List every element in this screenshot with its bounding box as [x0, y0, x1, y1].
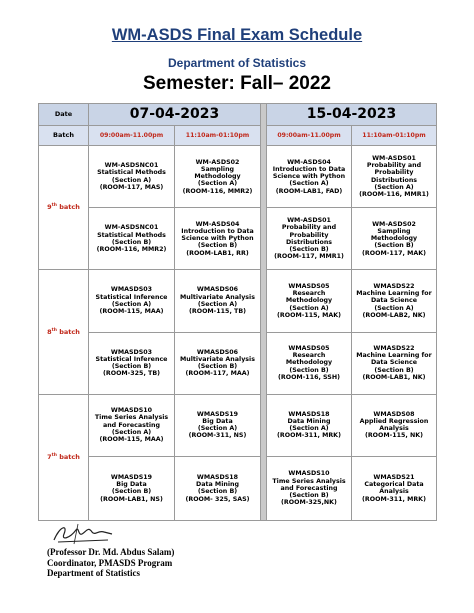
exam-line: (ROOM-LAB1, RR) — [186, 249, 249, 257]
exam-cell — [352, 332, 437, 394]
exam-line: Methodology — [370, 235, 418, 243]
exam-line: Applied Regression — [359, 417, 429, 425]
exam-line: (Section B) — [197, 242, 238, 250]
schedule-body — [39, 104, 437, 521]
exam-line: Probability — [374, 169, 414, 177]
exam-line: Data Mining — [287, 417, 331, 425]
exam-line: Machine Learning for — [356, 290, 432, 298]
exam-cell — [352, 394, 437, 456]
exam-line: (Section A) — [289, 425, 329, 433]
exam-line: Data Mining — [196, 481, 239, 489]
exam-line: (ROOM-311, NS) — [188, 432, 247, 440]
exam-line: and Forecasting — [280, 484, 338, 492]
exam-line: Time Series Analysis — [94, 414, 169, 422]
semester-heading: Semester: Fall– 2022 — [142, 73, 331, 94]
batch-suffix: th — [51, 203, 57, 209]
exam-line: Multivariate Analysis — [180, 293, 255, 301]
exam-line: Probability and — [281, 224, 337, 232]
exam-cell — [352, 208, 437, 270]
exam-line: (Section B) — [289, 492, 329, 500]
exam-line: (ROOM-115, MAA) — [99, 308, 164, 316]
exam-line: WMASDS03 — [110, 348, 153, 356]
batch-suffix: th — [51, 453, 57, 459]
exam-line: WMASDS06 — [196, 348, 239, 356]
exam-line: Time Series Analysis — [272, 477, 346, 485]
exam-line: (ROOM-116, SSH) — [278, 373, 340, 381]
exam-line: Categorical Data — [364, 481, 424, 489]
page-title: WM-ASDS Final Exam Schedule — [111, 26, 363, 44]
exam-line: WMASDS03 — [110, 286, 153, 294]
time-slot: 09:00am-11.00pm — [267, 126, 352, 146]
time-slot: 11:10am-01:10pm — [175, 126, 261, 146]
exam-line: WMASDS22 — [373, 345, 415, 352]
exam-line: (ROOM-115, MAA) — [99, 436, 164, 444]
exam-cell — [89, 394, 175, 456]
exam-line: WMASDS05 — [288, 345, 330, 352]
exam-line: (Section A) — [289, 180, 329, 188]
exam-line: WM-ASDS01 — [287, 217, 331, 225]
exam-line: (ROOM-116, MMR2) — [182, 187, 253, 195]
exam-line: Methodology — [285, 359, 333, 367]
exam-line: Analysis — [379, 425, 409, 433]
exam-cell — [267, 270, 352, 332]
exam-line: WMASDS08 — [373, 410, 415, 418]
exam-line: WM-ASDS02 — [372, 220, 416, 228]
exam-line: (ROOM-LAB2, NK) — [362, 311, 426, 319]
exam-line: (Section A) — [374, 304, 414, 312]
exam-row — [39, 332, 437, 394]
exam-line: (Section B) — [197, 488, 238, 496]
exam-line: Statistical Inference — [95, 355, 168, 363]
date-header: 15-04-2023 — [267, 104, 437, 126]
exam-line: (Section A) — [111, 300, 152, 308]
exam-line: Science with Python — [181, 235, 254, 243]
batch-suffix: th — [51, 327, 57, 333]
exam-cell — [175, 208, 261, 270]
exam-line: WMASDS19 — [110, 473, 153, 481]
exam-line: (ROOM-LAB1, FAD) — [275, 187, 343, 195]
exam-cell — [175, 456, 261, 520]
exam-cell — [267, 208, 352, 270]
exam-line: WMASDS22 — [373, 282, 415, 290]
exam-line: (ROOM-LAB1, NK) — [362, 373, 426, 381]
exam-line: (Section B) — [111, 238, 152, 246]
batch-number: 7 — [47, 453, 52, 462]
exam-cell — [267, 456, 352, 520]
department-heading: Department of Statistics — [167, 56, 307, 70]
exam-line: (ROOM-116, MMR1) — [359, 191, 429, 199]
exam-line: (Section A) — [197, 300, 238, 308]
exam-line: (ROOM-117, MAA) — [185, 370, 250, 378]
signature-icon — [48, 520, 118, 548]
exam-line: WM-ASDS02 — [195, 158, 240, 166]
exam-line: Data Science — [370, 359, 418, 367]
exam-line: (ROOM-311, MRK) — [362, 495, 426, 503]
exam-line: (ROOM-325,NK) — [281, 499, 337, 507]
exam-row — [39, 456, 437, 520]
exam-line: (ROOM- 325, SAS) — [185, 495, 250, 503]
exam-schedule-table — [38, 103, 436, 521]
batch-word: batch — [59, 453, 80, 462]
exam-line: Multivariate Analysis — [180, 355, 255, 363]
exam-line: (ROOM-115, MAK) — [277, 311, 341, 319]
exam-line: WM-ASDS01 — [372, 154, 416, 162]
batch-cell — [39, 270, 89, 394]
exam-line: Science with Python — [272, 173, 346, 181]
exam-cell — [89, 146, 175, 208]
batch-time-row — [39, 126, 437, 146]
exam-line: WM-ASDS04 — [195, 220, 240, 228]
exam-line: Probability — [289, 231, 329, 239]
exam-line: Big Data — [116, 481, 147, 489]
exam-line: (Section A) — [197, 425, 238, 433]
exam-line: WMASDS10 — [110, 407, 153, 415]
exam-line: Distributions — [285, 238, 333, 246]
batch-number: 8 — [47, 327, 52, 336]
exam-line: WMASDS06 — [196, 286, 239, 294]
exam-line: WMASDS21 — [373, 473, 415, 481]
exam-line: Statistical Methods — [97, 169, 166, 177]
exam-line: (ROOM-115, NK) — [364, 432, 424, 440]
date-row — [39, 104, 437, 126]
exam-cell — [175, 270, 261, 332]
exam-cell — [89, 270, 175, 332]
exam-line: WMASDS10 — [288, 470, 330, 478]
exam-line: WMASDS18 — [288, 410, 330, 418]
exam-line: Statistical Inference — [95, 293, 168, 301]
exam-line: Methodology — [285, 297, 333, 305]
time-slot: 09:00am-11.00pm — [89, 126, 175, 146]
exam-line: (ROOM-311, MRK) — [277, 432, 341, 440]
exam-line: (ROOM-117, MAS) — [99, 183, 164, 191]
date-label: Date — [39, 104, 89, 126]
batch-cell — [39, 394, 89, 520]
exam-line: Introduction to Data — [272, 165, 346, 173]
exam-line: (Section A) — [289, 304, 329, 312]
batch-word: batch — [59, 203, 80, 212]
exam-cell — [267, 394, 352, 456]
batch-word: batch — [59, 327, 80, 336]
schedule-grid — [38, 103, 437, 521]
time-slot: 11:10am-01:10pm — [352, 126, 437, 146]
exam-cell — [352, 146, 437, 208]
exam-line: (Section A) — [111, 176, 152, 184]
exam-line: Sampling — [200, 165, 235, 173]
exam-line: (Section B) — [374, 242, 414, 250]
exam-cell — [267, 332, 352, 394]
exam-line: Introduction to Data — [181, 227, 254, 235]
exam-line: Distributions — [370, 176, 418, 184]
exam-line: (ROOM-115, TB) — [188, 308, 246, 316]
exam-row — [39, 146, 437, 208]
exam-line: Statistical Methods — [97, 231, 166, 239]
exam-cell — [267, 146, 352, 208]
exam-line: (ROOM-325, TB) — [102, 370, 160, 378]
batch-label: Batch — [39, 126, 89, 146]
exam-line: (Section B) — [197, 363, 238, 371]
exam-cell — [89, 456, 175, 520]
exam-line: Machine Learning for — [356, 352, 432, 360]
exam-line: WMASDS05 — [288, 282, 330, 290]
exam-cell — [89, 332, 175, 394]
exam-cell — [175, 394, 261, 456]
signatory-department: Department of Statistics — [47, 568, 140, 578]
exam-line: Big Data — [202, 417, 233, 425]
exam-line: (ROOM-LAB1, NS) — [100, 495, 163, 503]
exam-line: and Forecasting — [102, 421, 161, 429]
exam-row — [39, 394, 437, 456]
exam-row — [39, 208, 437, 270]
signatory-role: Coordinator, PMASDS Program — [47, 557, 173, 568]
exam-line: WM-ASDSNC01 — [104, 224, 159, 232]
batch-cell — [39, 146, 89, 270]
exam-cell — [89, 208, 175, 270]
exam-line: WM-ASDS04 — [287, 158, 331, 166]
exam-line: (Section B) — [289, 246, 329, 254]
signatory-name: (Professor Dr. Md. Abdus Salam) — [47, 547, 175, 557]
exam-line: (Section B) — [111, 488, 152, 496]
exam-line: Probability and — [366, 162, 422, 170]
exam-line: WM-ASDSNC01 — [104, 162, 159, 170]
batch-number: 9 — [47, 203, 52, 212]
exam-line: (Section A) — [374, 183, 414, 191]
exam-line: Research — [292, 352, 326, 360]
exam-cell — [175, 332, 261, 394]
exam-line: Data Science — [370, 297, 418, 305]
exam-cell — [175, 146, 261, 208]
exam-line: (Section A) — [197, 180, 238, 188]
exam-line: (ROOM-117, MMR1) — [274, 253, 344, 261]
exam-line: (Section B) — [111, 363, 152, 371]
exam-line: (ROOM-117, MAK) — [362, 249, 426, 257]
exam-line: (Section B) — [374, 366, 414, 374]
exam-line: WMASDS19 — [196, 410, 239, 418]
signature-block — [47, 547, 174, 579]
exam-row — [39, 270, 437, 332]
exam-line: WMASDS18 — [196, 473, 239, 481]
exam-line: Research — [292, 290, 326, 298]
exam-line: Analysis — [379, 488, 409, 496]
exam-cell — [352, 456, 437, 520]
exam-line: (Section A) — [111, 428, 152, 436]
exam-cell — [352, 270, 437, 332]
date-header: 07-04-2023 — [89, 104, 261, 126]
exam-line: Methodology — [194, 173, 241, 181]
exam-line: Sampling — [377, 227, 411, 235]
exam-line: (ROOM-116, MMR2) — [96, 246, 167, 254]
exam-line: (Section B) — [289, 366, 329, 374]
